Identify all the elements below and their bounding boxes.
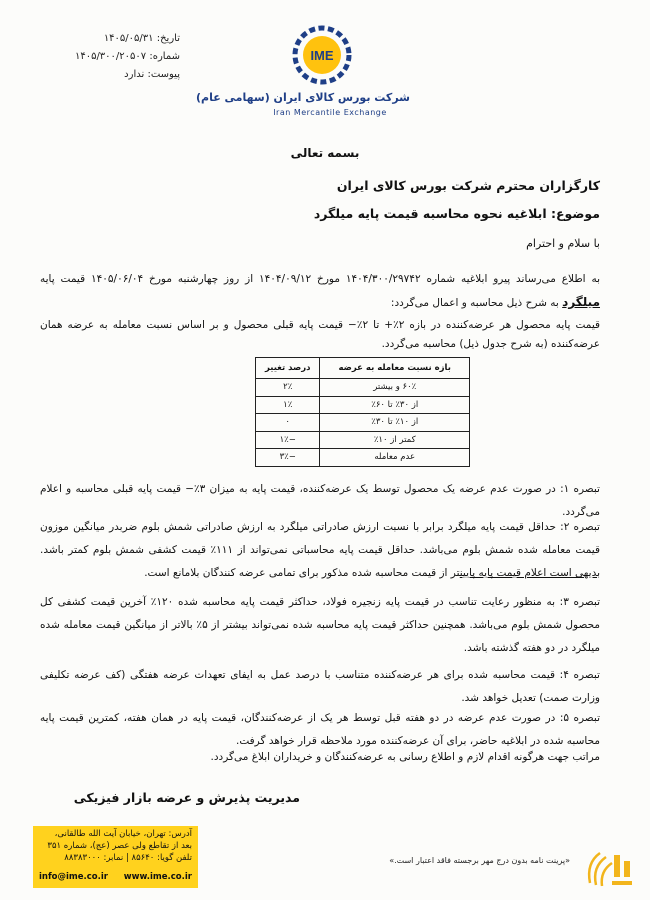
paragraph-intro (40, 268, 600, 315)
date-row (60, 30, 180, 48)
rate-table (255, 357, 470, 467)
website-link[interactable]: www.ime.co.ir (123, 872, 192, 882)
change-cell: ۱٪ (256, 396, 320, 414)
header-range: بازه نسبت معامله به عرضه (320, 358, 470, 379)
phone-line: تلفن گویا: ۸۵۶۴۰ | نمابر: ۸۸۳۸۳۰۰۰ (64, 853, 192, 863)
logo-name-fa: شرکت بورس کالای ایران (سهامی عام) (195, 91, 410, 104)
ime-logo (195, 25, 410, 125)
rate-table-header (256, 358, 470, 379)
table-row (256, 396, 470, 414)
paragraph-rule: قیمت پایه محصول هر عرضه‌کننده در بازه ۲٪+ تا ۲٪− قیمت پایه قبلی محصول و بر اساس نسبت معامله به عرضه همان عرضه‌کننده (به شرح جدول ذیل) محاسبه می‌گردد. (40, 319, 601, 350)
intro-text-b: به شرح ذیل محاسبه و اعمال می‌گردد: (390, 297, 559, 309)
letter-meta (60, 30, 180, 84)
signature: مدیریت پذیرش و عرضه بازار فیزیکی (73, 790, 300, 805)
range-cell: عدم معامله (320, 449, 470, 467)
address-line-2: بعد از تقاطع ولی عصر (عج)، شماره ۳۵۱ (47, 841, 192, 851)
closing-text: مراتب جهت هرگونه اقدام لازم و اطلاع رسانی به عرضه‌کنندگان و خریداران ابلاغ می‌گردد. (210, 751, 600, 763)
table-row (256, 379, 470, 397)
table-row (256, 431, 470, 449)
note-1: تبصره ۱: در صورت عدم عرضه یک محصول توسط یک عرضه‌کننده، قیمت پایه به میزان ۳٪− قیمت پایه قبلی محاسبه و اعلام می‌گردد. (40, 483, 600, 518)
watermark-logo-icon (578, 843, 638, 891)
letter-subject: موضوع: ابلاغیه نحوه محاسبه قیمت پایه میلگرد (313, 206, 600, 221)
range-cell: از ۳۰٪ تا ۶۰٪ (320, 396, 470, 414)
range-cell: از ۱۰٪ تا ۳۰٪ (320, 414, 470, 432)
note-2 (40, 516, 600, 585)
validity-note: «پرینت نامه بدون درج مهر برجسته فاقد اعتبار است.» (389, 856, 570, 865)
letter-recipient: کارگزاران محترم شرکت بورس کالای ایران (336, 178, 600, 193)
table-row (256, 414, 470, 432)
attachment-row (60, 66, 180, 84)
email-link[interactable]: info@ime.co.ir (39, 872, 108, 882)
note-2-text-b: تر از قیمت محاسبه شده مذکور برای تمامی عرضه کنندگان بلامانع است. (144, 567, 460, 579)
note-2-text-a: تبصره ۲: حداقل قیمت پایه میلگرد برابر با نسبت ارزش صادراتی میلگرد به ارزش صادراتی شمش بلوم ضربدر میانگین موزون قیمت معامله شده شمش بلوم می‌باشد. حداقل قیمت پایه محاسباتی نمی‌تواند از ۱۱۱٪ قیمت کشفی شمش بلوم کمتر باشد. (40, 521, 600, 556)
number-value: ۱۴۰۵/۳۰۰/۲۰۵۰۷ (74, 51, 147, 62)
note-4: تبصره ۴: قیمت محاسبه شده برای هر عرضه‌کننده متناسب با درصد عمل به ایفای تعهدات عرضه هفتگی (کف عرضه تکلیفی وزارت صمت) تعدیل خواهد شد. (40, 669, 600, 704)
attachment-value: ندارد (124, 69, 145, 80)
range-cell: کمتر از ۱۰٪ (320, 431, 470, 449)
product-name: میلگرد (562, 295, 600, 309)
number-row (60, 48, 180, 66)
address-line-1: آدرس: تهران، خیابان آیت الله طالقانی، (54, 829, 192, 839)
ime-logo-icon (292, 25, 352, 85)
range-cell: ۶۰٪ و بیشتر (320, 379, 470, 397)
intro-text-a: به اطلاع می‌رساند پیرو ابلاغیه شماره ۱۴۰۴/۳۰۰/۲۹۷۴۲ مورخ ۱۴۰۴/۰۹/۱۲ از روز چهارشنبه مورخ ۱۴۰۵/۰۶/۰۴ قیمت پایه (40, 273, 601, 285)
note-3: تبصره ۳: به منظور رعایت تناسب در قیمت پایه زنجیره فولاد، حداکثر قیمت پایه محاسبه شده ۱۲۰٪ آخرین قیمت کشفی کل محصول شمش بلوم می‌باشد. همچنین حداکثر قیمت پایه محاسبه شده نمی‌تواند بیشتر از ۵٪ بالاتر از میانگین قیمت معامله شده میلگرد در دو هفته گذشته باشد. (40, 596, 600, 654)
change-cell: −۱٪ (256, 431, 320, 449)
logo-name-en: Iran Mercantile Exchange (273, 108, 387, 117)
change-cell: ۰ (256, 414, 320, 432)
header-change: درصد تغییر (256, 358, 320, 379)
logo-mark-text: IME (310, 48, 334, 63)
note-2-underlined: بدیهی است اعلام قیمت پایه پایین (459, 567, 600, 579)
date-label: تاریخ: (156, 33, 180, 44)
letter-heading: بسمه تعالی (290, 146, 360, 160)
letter-greeting: با سلام و احترام (526, 237, 600, 250)
attachment-label: پیوست: (147, 69, 180, 80)
change-cell: ۲٪ (256, 379, 320, 397)
note-5: تبصره ۵: در صورت عدم عرضه در دو هفته قبل توسط هر یک از عرضه‌کنندگان، قیمت پایه در همان هفته، کمترین قیمت پایه محاسبه شده در ابلاغیه حاضر، برای آن عرضه‌کننده مورد ملاحظه قرار خواهد گرفت. (40, 712, 600, 747)
number-label: شماره: (149, 51, 180, 62)
footer-contacts (33, 872, 198, 888)
date-value: ۱۴۰۵/۰۵/۳۱ (103, 33, 154, 44)
table-row (256, 449, 470, 467)
change-cell: −۳٪ (256, 449, 320, 467)
